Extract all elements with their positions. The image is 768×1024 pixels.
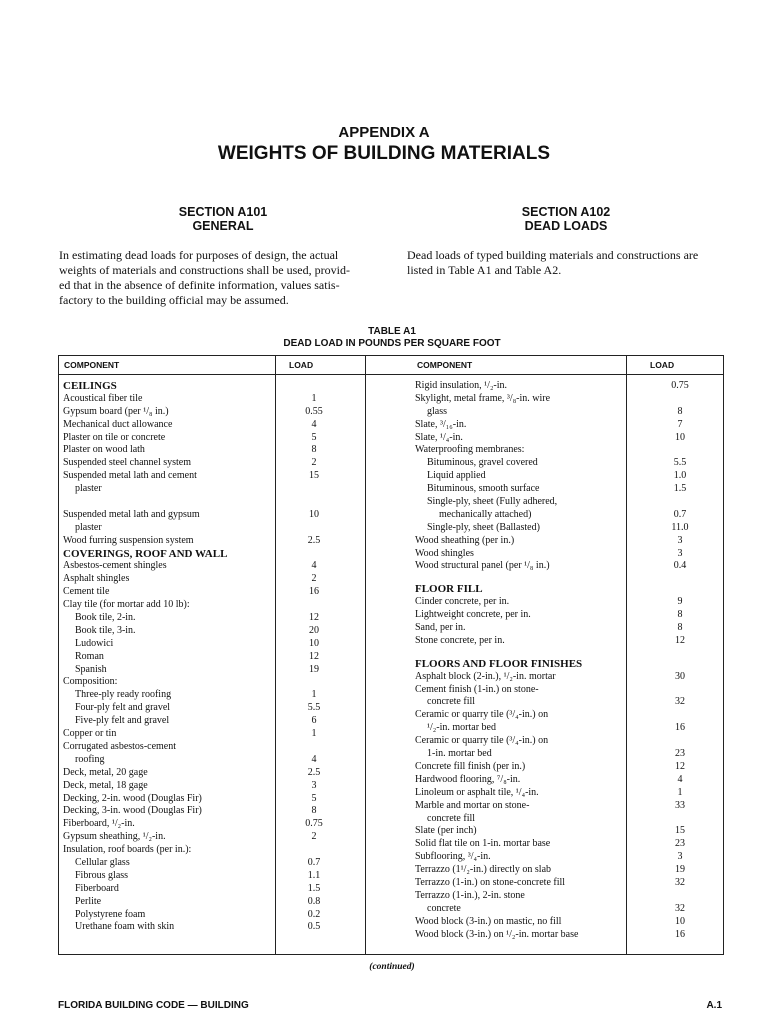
table-row bbox=[415, 457, 721, 470]
table-row bbox=[63, 444, 363, 457]
table-row bbox=[415, 496, 721, 509]
component-cell: Wood structural panel (per ¹/₈ in.) bbox=[415, 560, 550, 572]
load-cell: 2 bbox=[311, 831, 317, 843]
load-cell: 33 bbox=[675, 799, 685, 811]
table-row bbox=[63, 419, 363, 432]
component-cell: Gypsum board (per ¹/₈ in.) bbox=[63, 405, 169, 417]
load-cell: 2.5 bbox=[307, 534, 321, 546]
load-cell: 23 bbox=[675, 838, 685, 850]
component-cell: concrete fill bbox=[427, 812, 476, 824]
component-cell: Concrete fill finish (per in.) bbox=[415, 760, 526, 772]
table-row bbox=[63, 548, 363, 561]
load-cell: 1 bbox=[311, 728, 317, 740]
section-a102-name: DEAD LOADS bbox=[524, 219, 608, 233]
table-row bbox=[63, 909, 363, 922]
component-cell: CEILINGS bbox=[63, 380, 117, 392]
body-line: Dead loads of typed building materials and constructions are bbox=[407, 248, 699, 262]
table-row bbox=[63, 393, 363, 406]
table-row bbox=[63, 767, 363, 780]
table-row bbox=[415, 535, 721, 548]
continued-note: (continued) bbox=[369, 962, 415, 972]
component-cell: Plaster on wood lath bbox=[63, 444, 145, 456]
component-cell: Suspended steel channel system bbox=[63, 457, 192, 469]
component-cell: Ceramic or quarry tile (³/₄-in.) on bbox=[415, 735, 549, 747]
section-a102-number: SECTION A102 bbox=[521, 205, 611, 219]
load-cell: 5 bbox=[311, 431, 317, 443]
component-cell: Ludowici bbox=[75, 637, 114, 649]
table-row bbox=[63, 857, 363, 870]
load-cell: 32 bbox=[675, 902, 685, 914]
component-cell: Solid flat tile on 1-in. mortar base bbox=[415, 838, 551, 850]
table-row bbox=[415, 635, 721, 648]
table-row bbox=[415, 548, 721, 561]
component-cell: Plaster on tile or concrete bbox=[63, 431, 166, 443]
table-row bbox=[63, 689, 363, 702]
load-cell: 19 bbox=[675, 864, 685, 876]
table-row bbox=[63, 754, 363, 767]
table-row bbox=[63, 560, 363, 573]
table-row bbox=[63, 664, 363, 677]
table-row bbox=[415, 419, 721, 432]
table-row bbox=[63, 921, 363, 934]
component-cell: Bituminous, smooth surface bbox=[427, 483, 540, 495]
table-row bbox=[415, 522, 721, 535]
body-line: factory to the building official may be assumed. bbox=[59, 293, 289, 307]
component-cell: Book tile, 3-in. bbox=[75, 624, 136, 636]
section-a101-name: GENERAL bbox=[192, 219, 254, 233]
table-row bbox=[415, 648, 721, 658]
dead-load-table bbox=[58, 355, 724, 955]
load-cell: 4 bbox=[311, 560, 317, 572]
table-row bbox=[415, 748, 721, 761]
load-cell: 8 bbox=[311, 805, 317, 817]
component-cell: Terrazzo (1-in.), 2-in. stone bbox=[415, 889, 525, 901]
component-cell: Five-ply felt and gravel bbox=[75, 715, 170, 727]
load-cell: 8 bbox=[677, 405, 683, 417]
page-title: WEIGHTS OF BUILDING MATERIALS bbox=[217, 143, 551, 164]
component-cell: Wood furring suspension system bbox=[63, 534, 194, 546]
table-row bbox=[63, 625, 363, 638]
table-row bbox=[415, 393, 721, 406]
component-cell: Suspended metal lath and gypsum bbox=[63, 508, 200, 520]
component-cell: Wood sheathing (per in.) bbox=[415, 534, 515, 546]
table-row bbox=[415, 813, 721, 826]
table-row bbox=[63, 496, 363, 509]
table-row bbox=[415, 838, 721, 851]
load-cell: 3 bbox=[677, 547, 683, 559]
table-row bbox=[63, 457, 363, 470]
component-cell: Perlite bbox=[75, 895, 102, 907]
footer-page-number: A.1 bbox=[706, 1000, 722, 1011]
component-cell: Four-ply felt and gravel bbox=[75, 702, 171, 714]
component-cell: Polystyrene foam bbox=[75, 908, 146, 920]
load-cell: 7 bbox=[677, 418, 683, 430]
header-component-left: COMPONENT bbox=[64, 360, 120, 370]
table-row bbox=[415, 774, 721, 787]
load-cell: 23 bbox=[675, 748, 685, 760]
component-cell: Clay tile (for mortar add 10 lb): bbox=[63, 599, 190, 611]
table-row bbox=[63, 883, 363, 896]
table-row bbox=[415, 903, 721, 916]
load-cell: 0.7 bbox=[307, 856, 321, 868]
load-cell: 10 bbox=[309, 508, 319, 520]
load-cell: 0.8 bbox=[307, 895, 321, 907]
component-cell: Three-ply ready roofing bbox=[75, 689, 172, 701]
table-row bbox=[415, 622, 721, 635]
left-column bbox=[63, 380, 363, 934]
component-cell: Slate, ¹/₄-in. bbox=[415, 431, 463, 443]
table-row bbox=[415, 929, 721, 942]
table-row bbox=[415, 722, 721, 735]
table-row bbox=[415, 735, 721, 748]
table-row bbox=[63, 651, 363, 664]
load-cell: 5 bbox=[311, 792, 317, 804]
component-cell: plaster bbox=[75, 521, 102, 533]
table-row bbox=[415, 509, 721, 522]
load-cell: 1.0 bbox=[673, 470, 687, 482]
table-subcaption: DEAD LOAD IN POUNDS PER SQUARE FOOT bbox=[283, 338, 501, 349]
component-cell: Fibrous glass bbox=[75, 869, 129, 881]
component-cell: concrete bbox=[427, 902, 461, 914]
component-cell: Skylight, metal frame, ³/₈-in. wire bbox=[415, 392, 551, 404]
section-a102-body bbox=[407, 248, 698, 278]
load-cell: 19 bbox=[309, 663, 319, 675]
component-cell: Asphalt shingles bbox=[63, 573, 130, 585]
table-row bbox=[415, 877, 721, 890]
load-cell: 0.7 bbox=[673, 508, 687, 520]
table-row bbox=[415, 596, 721, 609]
table-row bbox=[63, 844, 363, 857]
load-cell: 4 bbox=[311, 418, 317, 430]
load-cell: 0.75 bbox=[305, 818, 323, 830]
load-cell: 5.5 bbox=[673, 457, 687, 469]
component-cell: FLOOR FILL bbox=[415, 583, 483, 596]
component-cell: Terrazzo (1¹/₂-in.) directly on slab bbox=[415, 864, 552, 876]
body-line: weights of materials and constructions shall be used, provid- bbox=[59, 263, 350, 277]
load-cell: 10 bbox=[675, 915, 685, 927]
table-row bbox=[63, 406, 363, 419]
load-cell: 20 bbox=[309, 624, 319, 636]
table-row bbox=[63, 599, 363, 612]
component-cell: Ceramic or quarry tile (³/₄-in.) on bbox=[415, 709, 549, 721]
component-cell: concrete fill bbox=[427, 696, 476, 708]
component-cell: Wood block (3-in.) on ¹/₂-in. mortar base bbox=[415, 928, 579, 940]
load-cell: 4 bbox=[677, 773, 683, 785]
component-cell: Copper or tin bbox=[63, 728, 117, 740]
component-cell: Suspended metal lath and cement bbox=[63, 470, 197, 482]
table-row bbox=[415, 709, 721, 722]
table-row bbox=[63, 896, 363, 909]
table-row bbox=[415, 671, 721, 684]
component-cell: Deck, metal, 20 gage bbox=[63, 766, 148, 778]
table-row bbox=[63, 612, 363, 625]
component-cell: Composition: bbox=[63, 676, 118, 688]
component-cell: Liquid applied bbox=[427, 470, 486, 482]
component-cell: Bituminous, gravel covered bbox=[427, 457, 538, 469]
component-cell: Marble and mortar on stone- bbox=[415, 799, 530, 811]
table-row bbox=[63, 470, 363, 483]
component-cell: plaster bbox=[75, 483, 102, 495]
header-component-right: COMPONENT bbox=[417, 360, 473, 370]
component-cell: Urethane foam with skin bbox=[75, 921, 175, 933]
load-cell: 30 bbox=[675, 670, 685, 682]
component-cell: 1-in. mortar bed bbox=[427, 748, 492, 760]
load-cell: 2 bbox=[311, 573, 317, 585]
table-row bbox=[63, 818, 363, 831]
component-cell: Cement finish (1-in.) on stone- bbox=[415, 683, 539, 695]
load-cell: 16 bbox=[675, 722, 685, 734]
table-row bbox=[415, 916, 721, 929]
load-cell: 15 bbox=[309, 470, 319, 482]
component-cell: Spanish bbox=[75, 663, 107, 675]
component-cell: Sand, per in. bbox=[415, 622, 466, 634]
load-cell: 2.5 bbox=[307, 766, 321, 778]
header-load-right: LOAD bbox=[650, 360, 675, 370]
header-rule bbox=[59, 374, 723, 375]
body-line: listed in Table A1 and Table A2. bbox=[407, 263, 562, 277]
component-cell: Cellular glass bbox=[75, 856, 130, 868]
component-cell: Subflooring, ³/₄-in. bbox=[415, 851, 491, 863]
load-cell: 3 bbox=[311, 779, 317, 791]
section-a101-heading bbox=[93, 205, 353, 233]
load-cell: 12 bbox=[309, 650, 319, 662]
table-row bbox=[63, 586, 363, 599]
load-cell: 15 bbox=[675, 825, 685, 837]
table-row bbox=[415, 658, 721, 671]
table-row bbox=[415, 406, 721, 419]
component-cell: Book tile, 2-in. bbox=[75, 612, 136, 624]
load-cell: 10 bbox=[675, 431, 685, 443]
load-cell: 32 bbox=[675, 876, 685, 888]
load-cell: 8 bbox=[677, 622, 683, 634]
component-cell: Insulation, roof boards (per in.): bbox=[63, 844, 192, 856]
component-cell: Single-ply, sheet (Ballasted) bbox=[427, 521, 540, 533]
load-cell: 0.2 bbox=[307, 908, 321, 920]
component-cell: Fiberboard, ¹/₂-in. bbox=[63, 818, 135, 830]
table-row bbox=[63, 573, 363, 586]
table-row bbox=[415, 609, 721, 622]
header-load-left: LOAD bbox=[289, 360, 314, 370]
table-row bbox=[63, 380, 363, 393]
component-cell: Slate (per inch) bbox=[415, 825, 477, 837]
component-cell: roofing bbox=[75, 753, 105, 765]
load-cell: 1.5 bbox=[307, 882, 321, 894]
component-cell: Gypsum sheathing, ¹/₂-in. bbox=[63, 831, 166, 843]
component-cell: Lightweight concrete, per in. bbox=[415, 609, 531, 621]
table-row bbox=[415, 483, 721, 496]
table-row bbox=[415, 684, 721, 697]
table-row bbox=[63, 870, 363, 883]
load-cell: 4 bbox=[311, 753, 317, 765]
load-cell: 12 bbox=[675, 634, 685, 646]
component-cell: Terrazzo (1-in.) on stone-concrete fill bbox=[415, 876, 566, 888]
table-row bbox=[415, 583, 721, 596]
load-cell: 1.5 bbox=[673, 483, 687, 495]
table-row bbox=[63, 805, 363, 818]
load-cell: 8 bbox=[311, 444, 317, 456]
component-cell: Roman bbox=[75, 650, 104, 662]
section-a102-heading bbox=[436, 205, 696, 233]
table-caption: TABLE A1 bbox=[368, 326, 416, 337]
load-cell: 16 bbox=[309, 586, 319, 598]
load-cell: 0.5 bbox=[307, 921, 321, 933]
component-cell: Fiberboard bbox=[75, 882, 119, 894]
center-divider bbox=[365, 356, 366, 954]
table-row bbox=[415, 470, 721, 483]
load-cell: 1 bbox=[311, 392, 317, 404]
table-row bbox=[415, 560, 721, 573]
component-cell: Acoustical fiber tile bbox=[63, 392, 143, 404]
component-cell: COVERINGS, ROOF AND WALL bbox=[63, 547, 228, 560]
load-cell: 1 bbox=[677, 786, 683, 798]
component-cell: Cinder concrete, per in. bbox=[415, 596, 510, 608]
footer-code-title: FLORIDA BUILDING CODE — BUILDING bbox=[58, 1000, 249, 1011]
table-row bbox=[63, 638, 363, 651]
component-cell: Wood shingles bbox=[415, 547, 474, 559]
load-cell: 6 bbox=[311, 715, 317, 727]
load-cell: 1 bbox=[311, 689, 317, 701]
component-cell: Single-ply, sheet (Fully adhered, bbox=[427, 496, 558, 508]
component-cell: ¹/₂-in. mortar bed bbox=[427, 722, 496, 734]
table-row bbox=[63, 728, 363, 741]
component-cell: Corrugated asbestos-cement bbox=[63, 740, 177, 752]
load-cell: 16 bbox=[675, 928, 685, 940]
section-a101-number: SECTION A101 bbox=[178, 205, 268, 219]
table-row bbox=[415, 864, 721, 877]
table-row bbox=[63, 780, 363, 793]
component-cell: Stone concrete, per in. bbox=[415, 634, 505, 646]
load-cell: 11.0 bbox=[671, 521, 689, 533]
load-cell: 3 bbox=[677, 534, 683, 546]
load-cell: 5.5 bbox=[307, 702, 321, 714]
component-cell: Asbestos-cement shingles bbox=[63, 560, 167, 572]
table-row bbox=[63, 483, 363, 496]
load-cell: 32 bbox=[675, 696, 685, 708]
table-row bbox=[415, 573, 721, 583]
load-cell: 3 bbox=[677, 851, 683, 863]
load-cell: 12 bbox=[309, 612, 319, 624]
component-cell: Decking, 3-in. wood (Douglas Fir) bbox=[63, 805, 202, 817]
table-row bbox=[63, 676, 363, 689]
table-row bbox=[63, 715, 363, 728]
load-cell: 2 bbox=[311, 457, 317, 469]
component-cell: mechanically attached) bbox=[439, 508, 532, 520]
load-cell: 1.1 bbox=[307, 869, 321, 881]
table-row bbox=[63, 509, 363, 522]
table-row bbox=[415, 696, 721, 709]
table-row bbox=[63, 522, 363, 535]
table-row bbox=[415, 851, 721, 864]
table-row bbox=[63, 831, 363, 844]
table-row bbox=[63, 535, 363, 548]
body-line: In estimating dead loads for purposes of design, the actual bbox=[59, 248, 339, 262]
load-cell: 9 bbox=[677, 596, 683, 608]
table-row bbox=[415, 890, 721, 903]
table-row bbox=[63, 793, 363, 806]
component-cell: Rigid insulation, ¹/₂-in. bbox=[415, 380, 508, 391]
body-line: ed that in the absence of definite information, values satis- bbox=[59, 278, 340, 292]
appendix-label: APPENDIX A bbox=[338, 124, 430, 141]
table-row bbox=[415, 444, 721, 457]
load-cell: 0.55 bbox=[305, 405, 323, 417]
component-cell: Asphalt block (2-in.), ¹/₂-in. mortar bbox=[415, 670, 556, 682]
component-cell: Cement tile bbox=[63, 586, 110, 598]
component-cell: Slate, ³/₁₆-in. bbox=[415, 418, 467, 430]
load-cell: 12 bbox=[675, 760, 685, 772]
section-a101-body bbox=[59, 248, 350, 308]
component-cell: Waterproofing membranes: bbox=[415, 444, 525, 456]
component-cell: Wood block (3-in.) on mastic, no fill bbox=[415, 915, 562, 927]
table-row bbox=[415, 825, 721, 838]
table-row bbox=[415, 787, 721, 800]
load-cell: 0.75 bbox=[671, 380, 689, 391]
table-row bbox=[63, 741, 363, 754]
component-cell: Mechanical duct allowance bbox=[63, 418, 173, 430]
table-row bbox=[415, 800, 721, 813]
table-row bbox=[63, 702, 363, 715]
component-cell: glass bbox=[427, 405, 447, 417]
table-row bbox=[63, 432, 363, 445]
table-row bbox=[415, 380, 721, 393]
right-column bbox=[415, 380, 721, 941]
load-cell: 8 bbox=[677, 609, 683, 621]
table-row bbox=[415, 432, 721, 445]
component-cell: Deck, metal, 18 gage bbox=[63, 779, 148, 791]
component-cell: Hardwood flooring, ⁷/₈-in. bbox=[415, 773, 521, 785]
component-cell: Linoleum or asphalt tile, ¹/₄-in. bbox=[415, 786, 539, 798]
component-cell: Decking, 2-in. wood (Douglas Fir) bbox=[63, 792, 202, 804]
load-cell: 0.4 bbox=[673, 560, 687, 572]
component-cell: FLOORS AND FLOOR FINISHES bbox=[415, 657, 583, 670]
table-row bbox=[415, 761, 721, 774]
load-cell: 10 bbox=[309, 637, 319, 649]
